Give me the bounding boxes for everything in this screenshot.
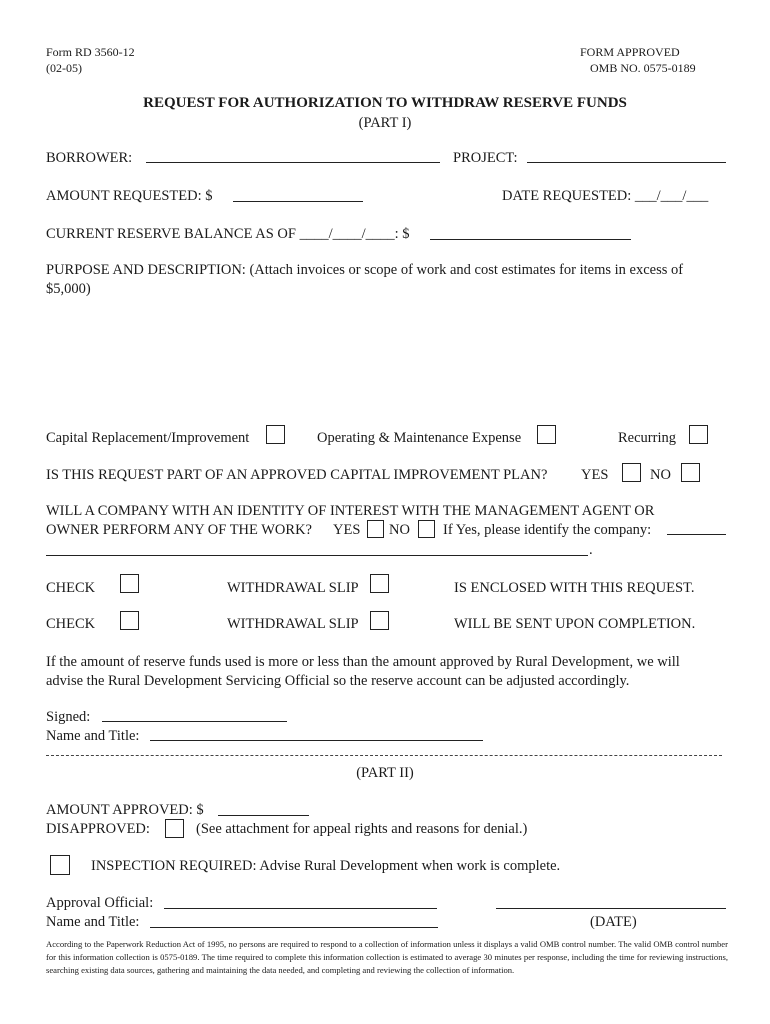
- disapproved-checkbox[interactable]: [165, 819, 184, 838]
- withdrawal-slip-later-label: WITHDRAWAL SLIP: [227, 616, 359, 632]
- date-requested-field[interactable]: DATE REQUESTED: ___/___/___: [502, 188, 709, 204]
- paperwork-reduction-notice: According to the Paperwork Reduction Act of 1995, no persons are required to respond to a collection of information unless it displays a valid OMB control number. The valid OMB control number for this information collection is 0575-0189. The time required to complete this information collection is estimated to average 30 minutes per response, including the time for reviewing instructions, searching existing data sources, gathering and maintaining the data needed, and completing and reviewing the collection of information.: [46, 939, 728, 975]
- form-title: REQUEST FOR AUTHORIZATION TO WITHDRAW RESERVE FUNDS: [143, 95, 627, 111]
- borrower-field[interactable]: [146, 162, 440, 163]
- current-balance-label: CURRENT RESERVE BALANCE AS OF ____/____/____: $: [46, 226, 410, 242]
- name-title-field[interactable]: [150, 740, 483, 741]
- identity-question: WILL A COMPANY WITH AN IDENTITY OF INTEREST WITH THE MANAGEMENT AGENT OR: [46, 503, 655, 519]
- name-title-label: Name and Title:: [46, 728, 140, 744]
- enclosed-text: IS ENCLOSED WITH THIS REQUEST.: [454, 580, 695, 596]
- approval-official-field[interactable]: [164, 908, 437, 909]
- section-divider: [46, 755, 722, 756]
- date-label: (DATE): [590, 914, 637, 930]
- appeal-text: (See attachment for appeal rights and reasons for denial.): [196, 821, 528, 837]
- form-approved: FORM APPROVED: [580, 45, 680, 59]
- advise-text-cont: advise the Rural Development Servicing Official so the reserve account can be adjusted accordingly.: [46, 673, 630, 689]
- purpose-label-cont: $5,000): [46, 281, 91, 297]
- project-field[interactable]: [527, 162, 726, 163]
- identity-yes-label: YES: [333, 522, 361, 538]
- check-later-checkbox[interactable]: [120, 611, 139, 630]
- capital-plan-no-label: NO: [650, 467, 671, 483]
- identify-company-field[interactable]: [667, 534, 726, 535]
- identity-no-label: NO: [389, 522, 410, 538]
- inspection-required-checkbox[interactable]: [50, 855, 70, 875]
- operating-expense-label: Operating & Maintenance Expense: [317, 430, 522, 446]
- purpose-label: PURPOSE AND DESCRIPTION: (Attach invoices or scope of work and cost estimates for items in excess of: [46, 262, 684, 278]
- check-enclosed-checkbox[interactable]: [120, 574, 139, 593]
- part2-name-title-field[interactable]: [150, 927, 438, 928]
- withdrawal-slip-enclosed-checkbox[interactable]: [370, 574, 389, 593]
- project-label: PROJECT:: [453, 150, 518, 166]
- omb-number: OMB NO. 0575-0189: [590, 61, 696, 75]
- capital-plan-yes-label: YES: [581, 467, 609, 483]
- part1-label: (PART I): [358, 115, 412, 131]
- amount-requested-label: AMOUNT REQUESTED: $: [46, 188, 213, 204]
- part2-label: (PART II): [356, 765, 414, 781]
- capital-plan-no-checkbox[interactable]: [681, 463, 700, 482]
- capital-replacement-label: Capital Replacement/Improvement: [46, 430, 250, 446]
- capital-replacement-checkbox[interactable]: [266, 425, 285, 444]
- sent-later-text: WILL BE SENT UPON COMPLETION.: [454, 616, 696, 632]
- current-balance-field[interactable]: [430, 239, 631, 240]
- advise-text: If the amount of reserve funds used is more or less than the amount approved by Rural Development, we will: [46, 654, 680, 670]
- withdrawal-slip-later-checkbox[interactable]: [370, 611, 389, 630]
- identity-period: .: [589, 542, 593, 558]
- disapproved-label: DISAPPROVED:: [46, 821, 150, 837]
- approval-official-label: Approval Official:: [46, 895, 154, 911]
- identity-yes-checkbox[interactable]: [367, 520, 384, 538]
- borrower-label: BORROWER:: [46, 150, 133, 166]
- amount-requested-field[interactable]: [233, 201, 363, 202]
- purpose-description-area[interactable]: [46, 305, 726, 415]
- identity-no-checkbox[interactable]: [418, 520, 435, 538]
- form-date: (02-05): [46, 61, 82, 75]
- part2-name-title-label: Name and Title:: [46, 914, 140, 930]
- identify-company-label: If Yes, please identify the company:: [443, 522, 652, 538]
- check-enclosed-label: CHECK: [46, 580, 96, 596]
- withdrawal-slip-enclosed-label: WITHDRAWAL SLIP: [227, 580, 359, 596]
- check-later-label: CHECK: [46, 616, 96, 632]
- capital-plan-question: IS THIS REQUEST PART OF AN APPROVED CAPITAL IMPROVEMENT PLAN?: [46, 467, 548, 483]
- identify-company-field-cont[interactable]: [46, 555, 588, 556]
- amount-approved-label: AMOUNT APPROVED: $: [46, 802, 204, 818]
- recurring-label: Recurring: [618, 430, 676, 446]
- operating-expense-checkbox[interactable]: [537, 425, 556, 444]
- form-number: Form RD 3560-12: [46, 45, 135, 59]
- identity-question-cont: OWNER PERFORM ANY OF THE WORK?: [46, 522, 312, 538]
- signed-field[interactable]: [102, 721, 287, 722]
- inspection-required-label: INSPECTION REQUIRED: Advise Rural Development when work is complete.: [91, 858, 561, 874]
- date-field[interactable]: [496, 908, 726, 909]
- recurring-checkbox[interactable]: [689, 425, 708, 444]
- amount-approved-field[interactable]: [218, 815, 309, 816]
- capital-plan-yes-checkbox[interactable]: [622, 463, 641, 482]
- signed-label: Signed:: [46, 709, 91, 725]
